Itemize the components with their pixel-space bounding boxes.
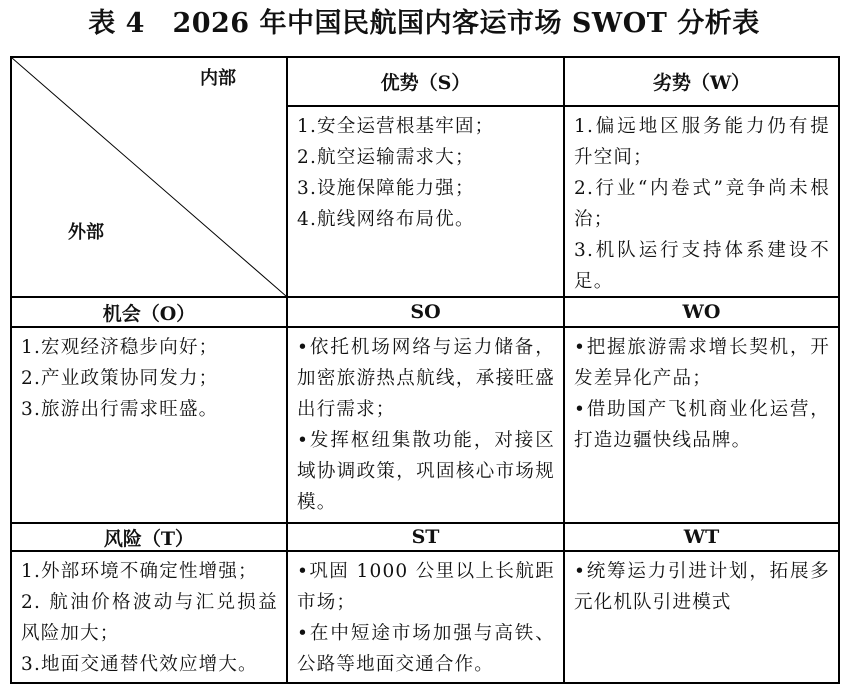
- wt-strategies: [565, 552, 838, 682]
- weaknesses-list: [565, 107, 838, 296]
- threat-item: 2. 航油价格波动与汇兑损益风险加大；: [21, 592, 278, 644]
- strength-item: 4.航线网络布局优。: [297, 209, 475, 230]
- opportunities-list: [12, 328, 286, 522]
- wt-header: WT: [683, 526, 720, 548]
- weaknesses-header: 劣势（W）: [652, 72, 751, 94]
- so-item: •发挥枢纽集散功能，对接区域协调政策，巩固核心市场规模。: [297, 430, 555, 513]
- st-item: •在中短途市场加强与高铁、公路等地面交通合作。: [297, 623, 555, 675]
- threats-list: [12, 552, 286, 682]
- opportunity-item: 1.宏观经济稳步向好；: [21, 337, 219, 358]
- strength-item: 1.安全运营根基牢固；: [297, 116, 495, 137]
- opportunities-header: 机会（O）: [102, 302, 196, 325]
- wt-item: •统筹运力引进计划，拓展多元化机队引进模式: [574, 561, 830, 613]
- so-strategies: [288, 328, 563, 522]
- wo-header: WO: [682, 301, 721, 323]
- wo-item: •把握旅游需求增长契机，开发差异化产品；: [574, 337, 830, 389]
- wo-item: •借助国产飞机商业化运营，打造边疆快线品牌。: [574, 399, 830, 451]
- threat-item: 1.外部环境不确定性增强；: [21, 561, 258, 582]
- threats-header: 风险（T）: [103, 527, 195, 550]
- so-item: •依托机场网络与运力储备，加密旅游热点航线，承接旺盛出行需求；: [297, 337, 555, 420]
- swot-table: [10, 56, 840, 684]
- corner-cell: [12, 58, 286, 296]
- strength-item: 2.航空运输需求大；: [297, 147, 475, 168]
- opportunity-item: 3.旅游出行需求旺盛。: [21, 399, 219, 420]
- table-title: 表 4 2026 年中国民航国内客运市场 SWOT 分析表: [88, 8, 760, 39]
- threat-item: 3.地面交通替代效应增大。: [21, 654, 258, 675]
- wo-strategies: [565, 328, 838, 522]
- weakness-item: 3.机队运行支持体系建设不足。: [574, 240, 830, 292]
- st-strategies: [288, 552, 563, 682]
- diagonal-divider: [12, 58, 286, 296]
- strength-item: 3.设施保障能力强；: [297, 178, 475, 199]
- weakness-item: 2.行业“内卷式”竞争尚未根治；: [574, 178, 830, 230]
- weakness-item: 1.偏远地区服务能力仍有提升空间；: [574, 116, 830, 168]
- st-item: •巩固 1000 公里以上长航距市场；: [297, 561, 555, 613]
- st-header: ST: [411, 526, 440, 548]
- internal-label: 内部: [200, 68, 236, 89]
- strengths-list: [288, 107, 563, 296]
- strengths-header: 优势（S）: [380, 72, 471, 94]
- so-header: SO: [410, 301, 441, 323]
- external-label: 外部: [68, 222, 104, 243]
- opportunity-item: 2.产业政策协同发力；: [21, 368, 219, 389]
